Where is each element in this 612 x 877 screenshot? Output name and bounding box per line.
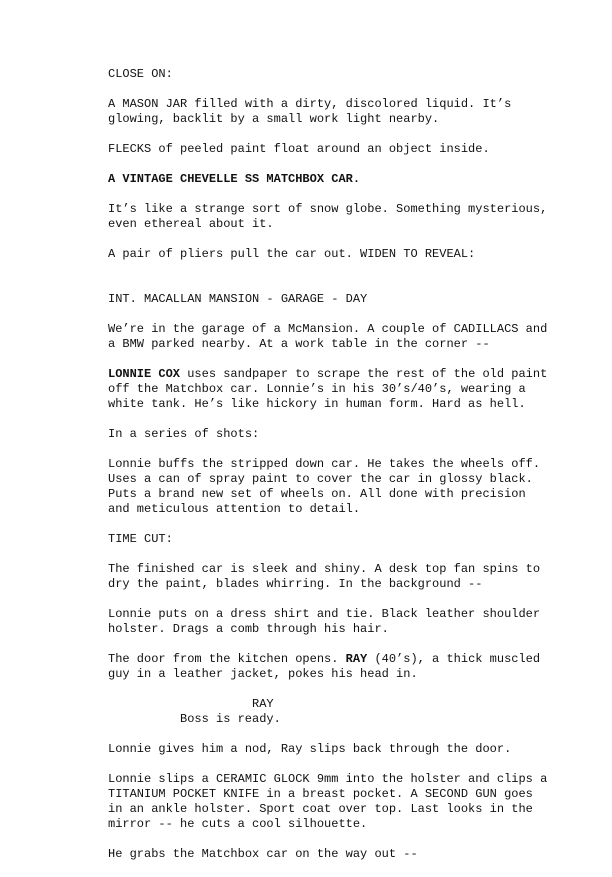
action-series-of-shots: In a series of shots: [108, 427, 260, 441]
action-garage: We’re in the garage of a McMansion. A couple of CADILLACS and a BMW parked nearby. At a work table in the corner -- [108, 322, 548, 351]
action-ray-enters: The door from the kitchen opens. RAY (40’s), a thick muscled guy in a leather jacket, pokes his head in. [108, 652, 541, 681]
transition-close-on: CLOSE ON: [108, 67, 173, 81]
spacer [108, 277, 548, 292]
dialogue-block [108, 697, 548, 727]
character-intro-ray: RAY [345, 652, 368, 666]
screenplay-body [108, 67, 548, 877]
character-intro-lonnie: LONNIE COX [108, 367, 181, 381]
action-grabs-car: He grabs the Matchbox car on the way out -- [108, 847, 418, 861]
action-glock: Lonnie slips a CERAMIC GLOCK 9mm into the holster and clips a TITANIUM POCKET KNIFE in a breast pocket. A SECOND GUN goes in an ankle holster. Sport coat over top. Last looks in the mirror -- he cuts a cool silhouette. [108, 772, 548, 831]
action-pliers: A pair of pliers pull the car out. WIDEN TO REVEAL: [108, 247, 476, 261]
action-dress-shirt: Lonnie puts on a dress shirt and tie. Black leather shoulder holster. Drags a comb through his hair. [108, 607, 541, 636]
scene-heading: INT. MACALLAN MANSION - GARAGE - DAY [108, 292, 368, 306]
transition-time-cut: TIME CUT: [108, 532, 173, 546]
action-mason-jar: A MASON JAR filled with a dirty, discolored liquid. It’s glowing, backlit by a small work light nearby. [108, 97, 512, 126]
action-flecks: FLECKS of peeled paint float around an object inside. [108, 142, 490, 156]
dialogue-line: Boss is ready. [180, 712, 281, 726]
action-finished-car: The finished car is sleek and shiny. A desk top fan spins to dry the paint, blades whirring. In the background -- [108, 562, 541, 591]
action-lonnie-intro: LONNIE COX uses sandpaper to scrape the rest of the old paint off the Matchbox car. Lonnie’s in his 30’s/40’s, wearing a white tank. He’s like hickory in human form. Hard as hell. [108, 367, 548, 411]
action-snow-globe: It’s like a strange sort of snow globe. Something mysterious, even ethereal about it. [108, 202, 548, 231]
action-matchbox-car: A VINTAGE CHEVELLE SS MATCHBOX CAR. [108, 172, 361, 186]
character-cue: RAY [252, 697, 274, 711]
action-nod: Lonnie gives him a nod, Ray slips back through the door. [108, 742, 512, 756]
action-buffs-car: Lonnie buffs the stripped down car. He takes the wheels off. Uses a can of spray paint to cover the car in glossy black. Puts a brand new set of wheels on. All done with precision and meticulous attention to detail. [108, 457, 541, 516]
